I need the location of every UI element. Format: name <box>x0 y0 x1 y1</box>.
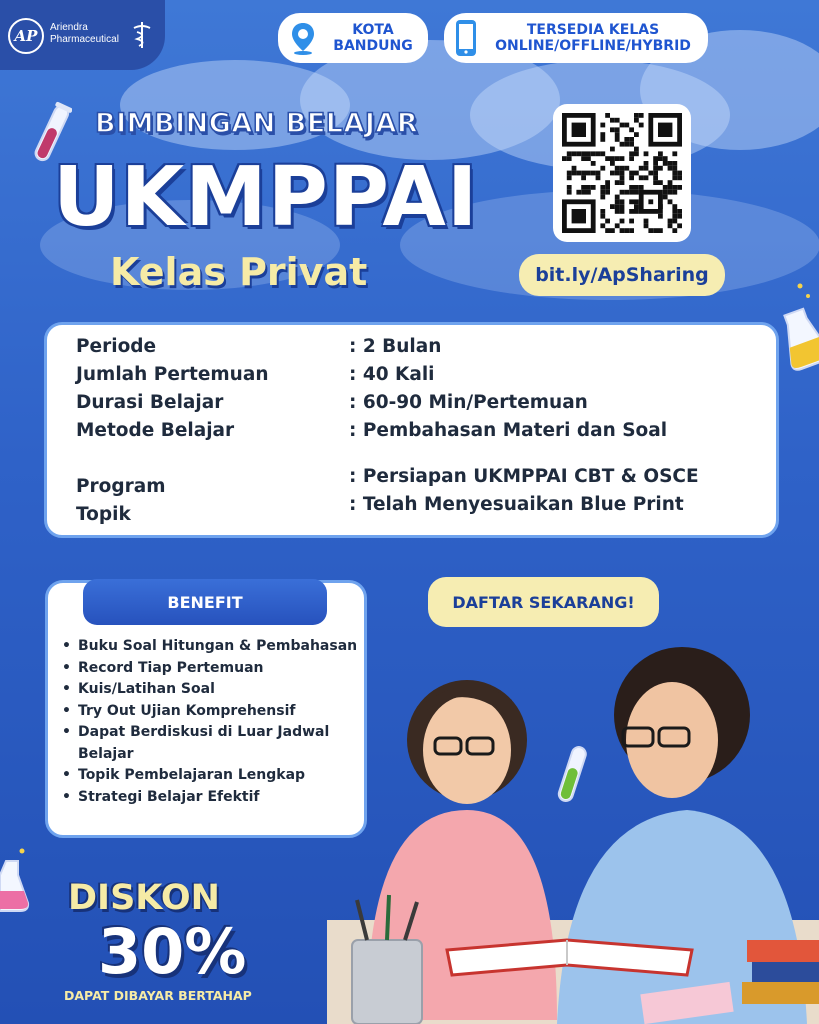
benefit-item: • Dapat Berdiskusi di Luar Jadwal Belajar <box>60 722 360 765</box>
detail-label: Jumlah Pertemuan <box>76 364 269 385</box>
detail-value: : 40 Kali <box>349 364 435 385</box>
benefit-list <box>60 636 360 808</box>
city-badge <box>278 13 428 63</box>
detail-label: Metode Belajar <box>76 420 235 441</box>
city-badge-text: KOTA BANDUNG <box>333 22 413 54</box>
discount-amount: 30% <box>98 915 247 988</box>
caduceus-icon <box>130 20 154 50</box>
detail-label: Periode <box>76 336 157 357</box>
qr-code-icon <box>562 113 682 233</box>
benefit-item: • Buku Soal Hitungan & Pembahasan <box>60 636 360 658</box>
smartphone-icon <box>454 19 478 57</box>
green-test-tube-icon <box>555 742 589 808</box>
class-mode-line1: TERSEDIA KELAS <box>526 22 660 38</box>
class-mode-badge <box>444 13 708 63</box>
detail-label: Program <box>76 476 166 497</box>
detail-value: : Telah Menyesuaikan Blue Print <box>349 494 684 515</box>
program-title: UKMPPAI <box>53 150 479 245</box>
discount-label: DISKON <box>68 878 220 918</box>
benefit-item: • Topik Pembelajaran Lengkap <box>60 765 360 787</box>
benefit-item: • Try Out Ujian Komprehensif <box>60 701 360 723</box>
beaker-icon <box>780 280 819 375</box>
benefit-item: • Record Tiap Pertemuan <box>60 658 360 680</box>
installment-note: DAPAT DIBAYAR BERTAHAP <box>64 988 252 1003</box>
benefit-heading: BENEFIT <box>83 579 327 625</box>
location-pin-icon <box>288 21 318 55</box>
students-studying-illustration <box>327 640 819 1024</box>
brand-logo: AP <box>8 18 44 54</box>
brand-name <box>50 22 119 46</box>
detail-value: : 60-90 Min/Pertemuan <box>349 392 588 413</box>
benefit-item: • Strategi Belajar Efektif <box>60 787 360 809</box>
detail-value: : Persiapan UKMPPAI CBT & OSCE <box>349 466 699 487</box>
registration-link[interactable]: bit.ly/ApSharing <box>519 254 725 296</box>
detail-label: Topik <box>76 504 131 525</box>
program-kicker: BIMBINGAN BELAJAR <box>95 108 419 139</box>
detail-value: : Pembahasan Materi dan Soal <box>349 420 668 441</box>
class-mode-text <box>478 22 708 54</box>
benefit-item: • Kuis/Latihan Soal <box>60 679 360 701</box>
brand-name-line1: Ariendra <box>50 22 88 33</box>
flask-icon <box>0 845 30 913</box>
class-mode-line2: ONLINE/OFFLINE/HYBRID <box>495 38 691 54</box>
detail-label: Durasi Belajar <box>76 392 224 413</box>
detail-value: : 2 Bulan <box>349 336 442 357</box>
qr-code[interactable] <box>553 104 691 242</box>
program-subtitle: Kelas Privat <box>110 250 368 294</box>
register-now-button[interactable]: DAFTAR SEKARANG! <box>428 577 659 627</box>
brand-name-line2: Pharmaceutical <box>50 34 119 45</box>
